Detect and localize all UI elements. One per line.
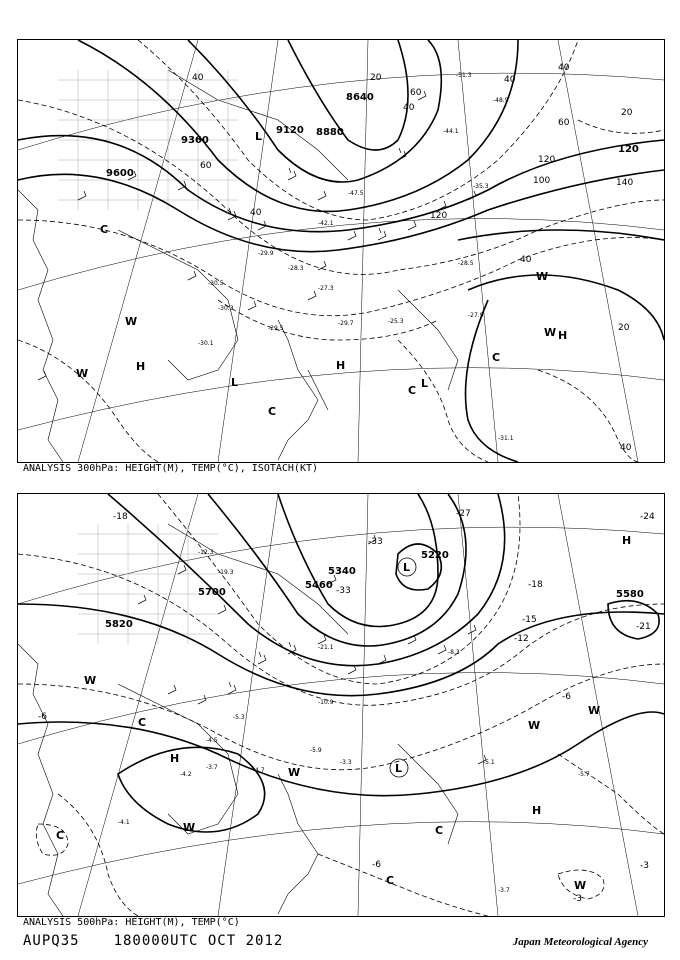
temp-label: -5.1	[483, 759, 495, 766]
temp-label: -31.1	[498, 435, 514, 442]
height-label: 9600	[106, 168, 134, 179]
caption-500hpa: ANALYSIS 500hPa: HEIGHT(M), TEMP(°C)	[23, 917, 240, 928]
isotach-label: 120	[618, 144, 639, 155]
warm-symbol: W	[544, 326, 557, 339]
map-300hpa	[18, 40, 664, 462]
temp-label: -4.5	[206, 737, 218, 744]
warm-symbol: W	[574, 879, 587, 892]
cold-symbol: C	[268, 405, 277, 418]
high-symbol: H	[336, 359, 346, 372]
height-label: 5580	[616, 589, 644, 600]
temp-label: -5.7	[578, 771, 590, 778]
height-label: 5340	[328, 566, 356, 577]
low-symbol: L	[231, 376, 239, 389]
height-label: 8640	[346, 92, 374, 103]
temp-contour-label: -3	[640, 861, 649, 871]
temp-label: -29.9	[258, 250, 274, 257]
map-panel-500hpa	[17, 493, 665, 917]
high-symbol: H	[622, 534, 632, 547]
temp-contour-label: -6	[562, 692, 571, 702]
height-label: 5220	[421, 550, 449, 561]
temp-contour-label: -27	[456, 509, 471, 519]
warm-symbol: W	[288, 766, 301, 779]
temp-label: -48.9	[493, 97, 509, 104]
temp-contour-label: -24	[640, 512, 655, 522]
temp-contour-label: -18	[113, 512, 128, 522]
temp-label: -8.3	[448, 649, 460, 656]
isotach-label: 60	[200, 161, 212, 171]
temp-label: -28.5	[458, 260, 474, 267]
temp-label: -5.9	[310, 747, 322, 754]
warm-symbol: W	[125, 315, 138, 328]
isotach-label: 40	[558, 63, 570, 73]
height-label: 5820	[105, 619, 133, 630]
chart-datetime: 180000UTC OCT 2012	[113, 933, 284, 949]
temp-label: -5.3	[233, 714, 245, 721]
temp-label: -30.3	[218, 305, 234, 312]
warm-symbol: W	[183, 821, 196, 834]
map-panel-300hpa	[17, 39, 665, 463]
cold-symbol: C	[492, 351, 501, 364]
temp-label: -27.9	[468, 312, 484, 319]
temp-contour-label: -6	[38, 712, 47, 722]
isotach-label: 40	[620, 443, 632, 453]
temp-label: -35.3	[473, 183, 489, 190]
isotherm-contours-300	[18, 40, 664, 462]
warm-symbol: W	[588, 704, 601, 717]
cold-symbol: C	[408, 384, 417, 397]
temp-label: -4.7	[253, 767, 265, 774]
isotach-label: 140	[616, 178, 634, 188]
temp-label: -4.2	[180, 771, 192, 778]
temp-label: -44.1	[443, 128, 459, 135]
caption-300hpa: ANALYSIS 300hPa: HEIGHT(M), TEMP(°C), ISOTACH(KT)	[23, 463, 319, 474]
cold-symbol: C	[56, 829, 65, 842]
temp-label: -51.3	[456, 72, 472, 79]
temp-label: -19.3	[218, 569, 234, 576]
coastlines-300	[18, 70, 458, 462]
isotach-label: 40	[504, 75, 516, 85]
temp-label: -28.3	[288, 265, 304, 272]
height-contours-300	[18, 40, 664, 462]
height-label: 5460	[305, 580, 333, 591]
warm-symbol: W	[84, 674, 97, 687]
temp-contour-label: -15	[522, 615, 537, 625]
temp-contour-label: -6	[372, 860, 381, 870]
graticule-300	[18, 40, 664, 462]
map-500hpa	[18, 494, 664, 916]
warm-symbol: W	[76, 367, 89, 380]
temp-label: -4.1	[118, 819, 130, 826]
temp-label: -27.3	[318, 285, 334, 292]
temp-label: -3.7	[498, 887, 510, 894]
temp-contour-label: -18	[528, 580, 543, 590]
isotach-label: 40	[403, 103, 415, 113]
cold-symbol: C	[386, 874, 395, 887]
temp-label: -42.1	[318, 220, 334, 227]
warm-symbol: W	[536, 270, 549, 283]
warm-symbol: W	[528, 719, 541, 732]
isotach-label: 100	[533, 176, 551, 186]
temp-label: -30.5	[208, 280, 224, 287]
isotach-label: 20	[621, 108, 633, 118]
temp-label: -29.7	[338, 320, 354, 327]
temp-label: -25.3	[388, 318, 404, 325]
jet-hatching-300	[58, 70, 238, 210]
isotach-label: 40	[192, 73, 204, 83]
isotach-label: 120	[430, 211, 448, 221]
temp-label: -3.7	[206, 764, 218, 771]
cold-symbol: C	[100, 223, 109, 236]
low-symbol: L	[403, 561, 411, 574]
isotach-label: 40	[520, 255, 532, 265]
height-label: 9360	[181, 135, 209, 146]
low-symbol: L	[255, 130, 263, 143]
isotach-label: 60	[410, 88, 422, 98]
temp-label: -12.3	[198, 549, 214, 556]
wind-barbs-500	[138, 535, 486, 764]
hatching-500	[78, 524, 218, 644]
high-symbol: H	[136, 360, 146, 373]
graticule-500	[18, 494, 664, 916]
temp-contour-label: -3	[573, 894, 582, 904]
chart-id-line	[23, 933, 283, 949]
temp-label: -10.9	[318, 699, 334, 706]
isotach-label: 60	[558, 118, 570, 128]
cold-symbol: C	[435, 824, 444, 837]
temp-contour-label: -33	[368, 537, 383, 547]
isotach-label: 120	[538, 155, 556, 165]
high-symbol: H	[532, 804, 542, 817]
isotherm-contours-500	[18, 494, 664, 916]
high-symbol: H	[558, 329, 568, 342]
temp-contour-label: -12	[514, 634, 529, 644]
temp-label: -21.1	[318, 644, 334, 651]
temp-contour-label: -33	[336, 586, 351, 596]
temp-contour-label: -21	[636, 622, 651, 632]
cold-symbol: C	[138, 716, 147, 729]
temp-label: -3.3	[340, 759, 352, 766]
temp-label: -29.5	[268, 325, 284, 332]
temp-label: -30.1	[198, 340, 214, 347]
height-label: 5700	[198, 587, 226, 598]
temp-label: -47.5	[348, 190, 364, 197]
agency-credit: Japan Meteorological Agency	[512, 936, 648, 948]
chart-code: AUPQ35	[23, 933, 80, 949]
height-label: 9120	[276, 125, 304, 136]
isotach-label: 20	[618, 323, 630, 333]
low-symbol: L	[395, 762, 403, 775]
isotach-label: 20	[370, 73, 382, 83]
isotach-label: 40	[250, 208, 262, 218]
high-symbol: H	[170, 752, 180, 765]
height-contours-500	[18, 494, 664, 832]
low-symbol: L	[421, 377, 429, 390]
height-label: 8880	[316, 127, 344, 138]
